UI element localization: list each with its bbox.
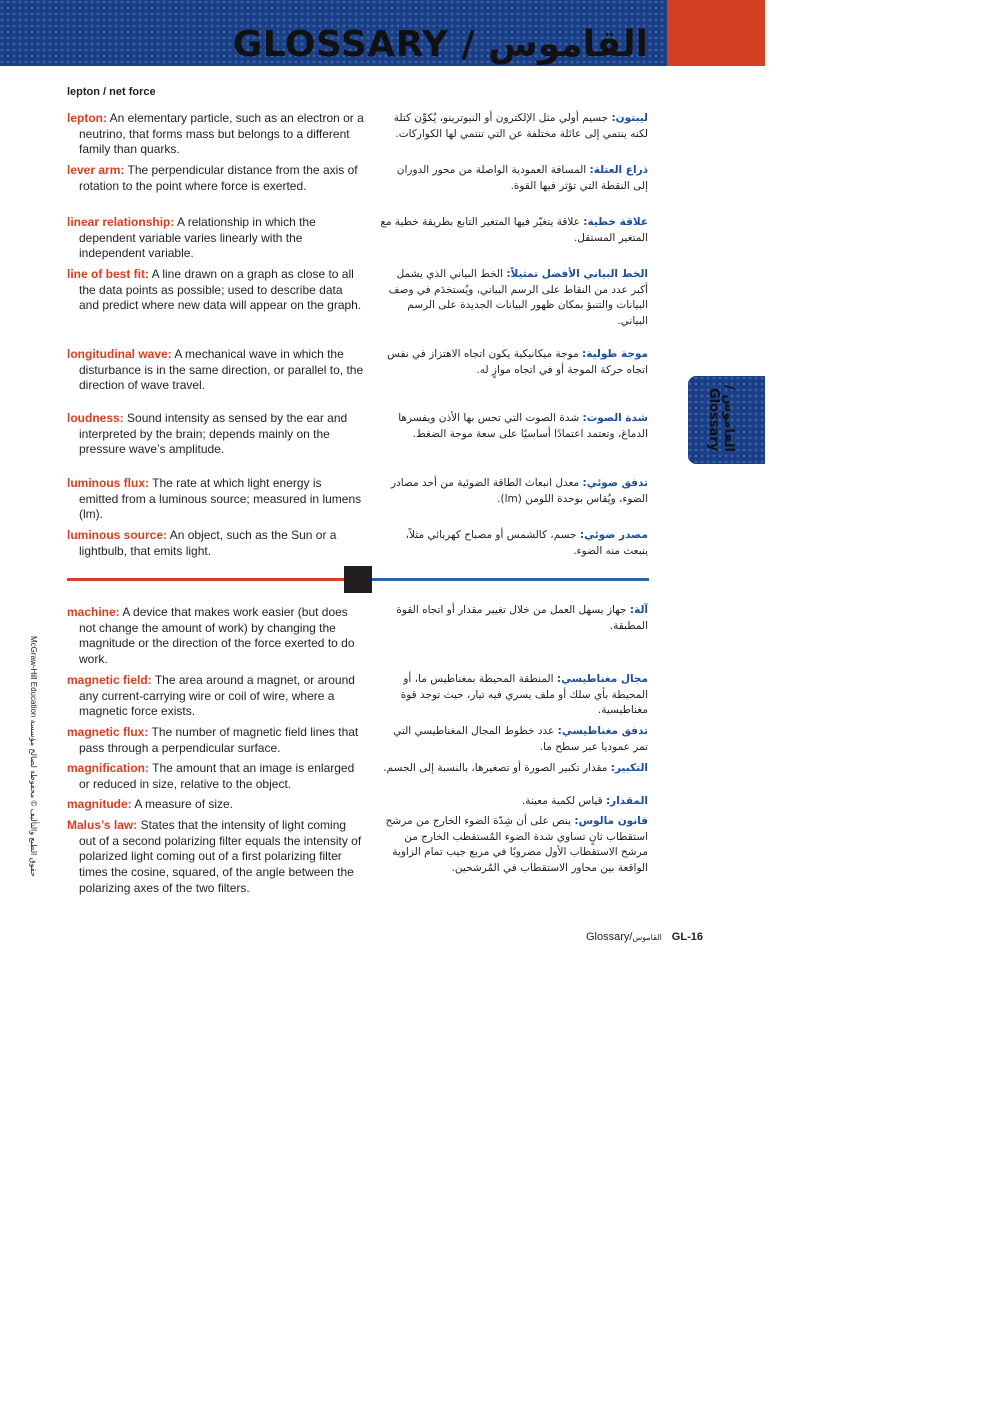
side-tab-label — [706, 385, 736, 452]
glossary-entry-ar-maluss-law — [380, 814, 648, 876]
definition: The area around a magnet, or around any current-carrying wire or coil of wire, where a magnetic force exists. — [79, 673, 355, 719]
term-ar: الخط البياني الأفضل تمثيلاً: — [506, 268, 648, 280]
definition: The perpendicular distance from the axis of rotation to the point where force is exerted. — [79, 163, 358, 193]
glossary-entry-maluss-law — [67, 818, 364, 897]
glossary-entry-ar-lever-arm — [380, 163, 648, 194]
definition: A device that makes work easier (but does not change the amount of work) by changing the magnitude or the direction of the force exerted to do work. — [79, 605, 355, 667]
glossary-side-tab — [688, 376, 765, 464]
glossary-entry-ar-line-of-best-fit — [380, 267, 648, 329]
side-tab-label-ar: القاموس / — [721, 385, 736, 452]
glossary-entry-ar-linear-relationship — [380, 215, 648, 246]
definition: The rate at which light energy is emitted from a luminous source; measured in lumens (lm). — [79, 476, 362, 522]
section-divider-right — [372, 578, 649, 581]
term: magnetic field: — [67, 673, 152, 687]
term: machine: — [67, 605, 120, 619]
footer-label-ar: القاموس — [632, 933, 662, 942]
definition-ar: مقدار تكبير الصورة أو تصغيرها، بالنسبة إلى الجسم. — [383, 762, 608, 774]
page-footer — [586, 931, 703, 943]
definition-ar: جسم، كالشمس أو مصباح كهربائي مثلاً، ينبعث منه الضوء. — [405, 529, 648, 557]
glossary-entry-magnification — [67, 761, 364, 792]
term-ar: آلة: — [629, 604, 648, 616]
definition: The number of magnetic field lines that pass through a perpendicular surface. — [79, 725, 359, 755]
definition: An object, such as the Sun or a lightbulb, that emits light. — [79, 528, 337, 558]
term: linear relationship: — [67, 215, 175, 229]
section-letter: M — [347, 567, 369, 592]
term-ar: قانون مالوس: — [574, 815, 648, 827]
section-letter-box — [344, 566, 372, 593]
definition: A relationship in which the dependent variable varies linearly with the independent variable. — [79, 215, 316, 261]
glossary-entry-ar-luminous-source — [380, 528, 648, 559]
glossary-entry-ar-magnitude — [380, 794, 648, 810]
running-head: lepton / net force — [67, 86, 156, 98]
term: magnetic flux: — [67, 725, 149, 739]
glossary-entry-linear-relationship — [67, 215, 364, 262]
definition-ar: المنطقة المحيطة بمغناطيس ما، أو المحيطة بأي سلك أو ملف يسري فيه تيار، حيث توجد قوة مغناطيسية. — [400, 673, 648, 716]
glossary-entry-ar-machine — [380, 603, 648, 634]
definition-ar: المسافة العمودية الواصلة من محور الدوران إلى النقطة التي تؤثر فيها القوة. — [396, 164, 648, 192]
glossary-entry-loudness — [67, 411, 364, 458]
footer-label: Glossary/ — [586, 931, 633, 943]
definition-ar: شدة الصوت التي تحس بها الأذن ويفسرها الدماغ، وتعتمد اعتمادًا أساسيًا على سعة موجة الضغط. — [398, 412, 648, 440]
section-divider-left — [67, 578, 344, 581]
term-ar: ذراع العتلة: — [589, 164, 648, 176]
definition: A mechanical wave in which the disturbance is in the same direction, or parallel to, the direction of wave travel. — [79, 347, 364, 393]
glossary-entry-longitudinal-wave — [67, 347, 364, 394]
glossary-entry-machine — [67, 605, 364, 668]
term: loudness: — [67, 411, 124, 425]
glossary-entry-ar-loudness — [380, 411, 648, 442]
glossary-entry-ar-magnetic-flux — [380, 724, 648, 755]
term: magnitude: — [67, 797, 132, 811]
glossary-entry-ar-magnetic-field — [380, 672, 648, 719]
glossary-entry-lepton — [67, 111, 364, 158]
side-tab-label-en: Glossary — [706, 388, 721, 452]
glossary-entry-magnetic-flux — [67, 725, 364, 756]
glossary-entry-ar-magnification — [380, 761, 648, 777]
term: luminous flux: — [67, 476, 149, 490]
term-ar: التكبير: — [610, 762, 648, 774]
definition-ar: قياس لكمية معينة. — [521, 795, 603, 807]
glossary-entry-ar-lepton — [380, 111, 648, 142]
term-ar: موجة طولية: — [582, 348, 648, 360]
definition: Sound intensity as sensed by the ear and interpreted by the brain; depends mainly on the pressure wave’s amplitude. — [79, 411, 348, 457]
page-title: GLOSSARY / القاموس — [232, 24, 648, 65]
glossary-entry-ar-longitudinal-wave — [380, 347, 648, 378]
glossary-entry-luminous-flux — [67, 476, 364, 523]
glossary-entry-ar-luminous-flux — [380, 476, 648, 507]
definition-ar: جهاز يسهل العمل من خلال تغيير مقدار أو اتجاه القوة المطبقة. — [396, 604, 648, 632]
glossary-entry-line-of-best-fit — [67, 267, 364, 314]
definition-ar: جسيم أولي مثل الإلكترون أو النيوترينو، يُكوِّن كتلة لكنه ينتمي إلى عائلة مختلفة عن التي تنتمي لها الكواركات. — [393, 112, 648, 140]
definition-ar: ينص على أن شِدّة الضوء الخارج من مرشح استقطاب ثانٍ تساوي شدة الضوء المُستقطب الخارج من مرشح الاستقطاب الأول مضروبًا في مربع جيب تمام الزاوية الواقعة بين محاور الاستقطاب في المُرشحين. — [385, 815, 648, 874]
term-ar: المقدار: — [605, 795, 648, 807]
definition-ar: موجة ميكانيكية يكون اتجاه الاهتزاز في نفس اتجاه حركة الموجة أو في اتجاه موازٍ له. — [387, 348, 648, 376]
term-ar: ليبتون: — [611, 112, 648, 124]
glossary-entry-lever-arm — [67, 163, 364, 194]
glossary-entry-magnetic-field — [67, 673, 364, 720]
term-ar: مصدر ضوئي: — [579, 529, 648, 541]
term-ar: تدفق ضوئي: — [582, 477, 648, 489]
term: longitudinal wave: — [67, 347, 172, 361]
page-number: GL-16 — [671, 931, 703, 943]
definition: The amount that an image is enlarged or reduced in size, relative to the object. — [79, 761, 355, 791]
term: lepton: — [67, 111, 107, 125]
term: lever arm: — [67, 163, 125, 177]
term-ar: تدفق مغناطيسي: — [557, 725, 648, 737]
definition: A line drawn on a graph as close to all the data points as possible; used to describe data and predict where new data will appear on the graph. — [79, 267, 362, 313]
definition-ar: علاقة يتغيّر فيها المتغير التابع بطريقة خطية مع المتغير المستقل. — [380, 216, 648, 244]
term-ar: علاقة خطية: — [583, 216, 648, 228]
glossary-entry-magnitude — [67, 797, 364, 813]
term-ar: مجال مغناطيسي: — [556, 673, 648, 685]
term: magnification: — [67, 761, 150, 775]
definition: An elementary particle, such as an electron or a neutrino, that forms mass but belongs to a different family than quarks. — [79, 111, 364, 157]
copyright-notice: McGraw-Hill Education حقوق الطبع والتأليف © محفوظة لصالح مؤسسة — [29, 636, 38, 877]
header-accent-block — [667, 0, 765, 66]
term: line of best fit: — [67, 267, 149, 281]
definition: States that the intensity of light coming out of a second polarizing filter equals the intensity of polarized light coming out of a first polarizing filter times the cosine, squared, of the angle between the polarizing axes of the two filters. — [79, 818, 362, 895]
definition-ar: معدل انبعاث الطاقة الضوئية من أحد مصادر الضوء، ويُقاس بوحدة اللومن (lm). — [390, 477, 648, 505]
term: luminous source: — [67, 528, 168, 542]
definition-ar: عدد خطوط المجال المغناطيسي التي تمر عموديا عبر سطح ما. — [393, 725, 648, 753]
definition: A measure of size. — [134, 797, 234, 811]
definition-ar: الخط البياني الذي يشمل أكبر عدد من النقاط على الرسم البياني، ويُستخدَم في وصف البيانات والتنبؤ بمكان ظهور البيانات الجديدة على الرسم البياني. — [388, 268, 648, 327]
term: Malus’s law: — [67, 818, 138, 832]
term-ar: شدة الصوت: — [582, 412, 648, 424]
glossary-entry-luminous-source — [67, 528, 364, 559]
